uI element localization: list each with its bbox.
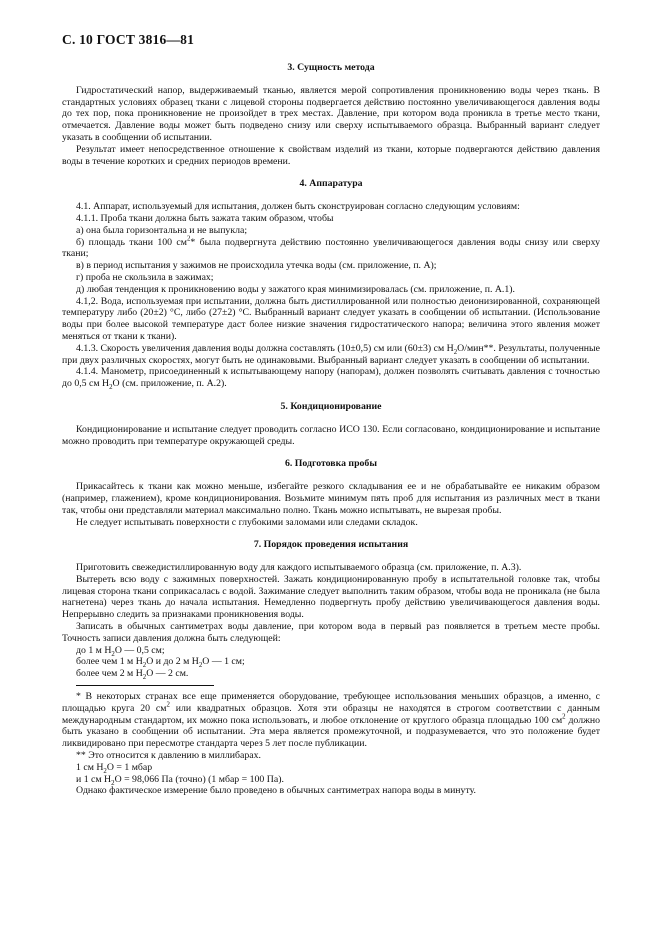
section-7 [62,539,600,680]
list-item: в) в период испытания у зажимов не происходила утечка воды (см. приложение, п. А); [76,260,437,272]
footnotes [62,691,600,797]
section-3 [62,62,600,167]
paragraph: Результат имеет непосредственное отношение к свойствам изделий из ткани, которые подвергаются действию давления воды в течение коротких и средних периодов времени. [62,143,600,167]
footnote [62,691,600,750]
text: * В некоторых странах все еще применяется оборудование, требующее использования меньших образцов, а именно, с площадью круга 20 см [62,691,600,714]
text: 4.1.3. Скорость увеличения давления воды должна составлять (10±0,5) см или (60±3) см Н [76,342,454,354]
superscript: 2 [562,713,566,721]
text: 4.1.4. Манометр, присоединенный к испытывающему напору (напорам), должен позволять считывать давления с точностью до 0,5 см Н [62,366,600,390]
text: О и до 2 м Н [146,656,199,668]
section-title: 4. Аппаратура [299,178,363,190]
list-item: а) она была горизонтальна и не выпукла; [76,224,248,236]
paragraph: Вытереть всю воду с зажимных поверхностей. Зажать кондиционированную пробу в испытательной головке так, чтобы лицевая сторона ткани соприкасалась с водой. Зажимание следует выполнить таким образом, чтобы вода не проникала (не была нагнетена) через ткань до начала испытания. Немедленно подвергнуть пробу действию увеличивающегося давления воды. Непрерывно следить за признаками проникновения воды. [62,573,600,621]
paragraph [62,343,600,367]
subscript: 2 [103,767,107,775]
footnote [62,774,600,786]
superscript: 2 [186,235,191,243]
footnote-divider [76,685,214,686]
page-header: С. 10 ГОСТ 3816—81 [62,32,195,47]
text: более чем 2 м Н [76,668,143,680]
footnote: Однако фактическое измерение было проведено в обычных сантиметрах напора воды в минуту. [76,785,476,797]
text: О = 1 мбар [106,761,153,773]
footnote [62,762,600,774]
subscript: 2 [111,779,115,787]
text: более чем 1 м Н [76,656,143,668]
list-item [62,668,600,680]
text: или квадратных образцов. Хотя эти образцы не находятся в строгом соответствии с данным международным стандартом, их можно пока использовать, и любое отклонение от круглого образца площадью 100 см [62,702,600,726]
text: О — 1 см; [202,656,245,668]
section-5 [62,401,600,447]
text: б) площадь ткани 100 см [76,236,187,248]
text: 1 см Н [76,761,104,773]
list-item [62,645,600,657]
section-title: 3. Сущность метода [287,62,375,73]
subscript: 2 [142,674,147,682]
paragraph: Записать в обычных сантиметрах воды давление, при котором вода в первый раз появляется в третьем месте пробы. Точность записи давления должна быть следующей: [62,621,600,644]
subscript: 2 [198,662,203,670]
list-item [62,237,600,261]
text: и 1 см Н [76,773,112,785]
text: была подвергнута действию постоянно увеличивающегося давления воды снизу или сверху ткани; [62,236,600,260]
paragraph: Гидростатический напор, выдерживаемый тканью, является мерой сопротивления проникновению воды через ткань. В стандартных условиях образец ткани с лицевой стороны подвергается действию постоянно увеличивающегося давления воды до тех пор, пока проникновение не произойдет в трех местах. Давление, при котором вода проникла в третье место ткани, отмечается. Давление воды может быть подведено снизу или сверху испытываемого образца. Выбранный вариант следует указать в сообщении об испытании. [62,84,600,143]
paragraph: Не следует испытывать поверхности с глубокими заломами или следами складок. [76,516,418,528]
paragraph: Прикасайтесь к ткани как можно меньше, избегайте резкого складывания ее и не обрабатывайте ее никаким образом (например, глажением), кроме кондиционирования. Возьмите минимум пять проб для испытания из различных мест в ткани так, чтобы они представляли материал максимально полно. Ткань можно испытывать, не вырезая пробы. [62,481,600,516]
subscript: 2 [453,348,458,356]
list-item: д) любая тенденция к проникновению воды у зажатого края минимизировалась (см. приложение, п. А.1). [76,283,515,295]
text: до 1 м Н [76,644,112,656]
subscript: 2 [111,650,115,658]
section-title: 6. Подготовка пробы [285,458,377,470]
text: О — 2 см. [146,668,189,680]
footnote-mark: * [190,236,196,248]
section-6 [62,458,600,528]
section-title: 7. Порядок проведения испытания [253,539,409,551]
text: О/мин**. Результаты, полученные при двух различных скоростях, могут быть не одинаковыми. Выбранный вариант следует указать в сообщении об испытании. [62,342,600,366]
text: О — 0,5 см; [114,644,165,656]
subscript: 2 [142,662,147,670]
text: должно быть указано в сообщении об испытании. Эта мера является промежуточной, и подразумевается, что это положение будет ликвидировано при пересмотре стандарта через 5 лет после публикации. [62,714,600,750]
paragraph: 4.1. Аппарат, используемый для испытания, должен быть сконструирован согласно следующим условиям: [76,201,520,213]
superscript: 2 [166,701,170,709]
text: О (см. приложение, п. А.2). [112,378,227,390]
section-title: 5. Кондиционирование [280,400,382,412]
footnote: ** Это относится к давлению в миллибарах. [76,750,261,762]
paragraph: Приготовить свежедистиллированную воду для каждого испытываемого образца (см. приложение, п. А.3). [76,562,522,574]
list-item: г) проба не скользила в зажимах; [76,271,214,283]
paragraph: Кондиционирование и испытание следует проводить согласно ИСО 130. Если согласовано, кондиционирование и испытание можно проводить при температуре окружающей среды. [62,423,600,447]
document-body [62,62,600,797]
section-4 [62,178,600,390]
paragraph: 4.1,2. Вода, используемая при испытании, должна быть дистиллированной или полностью деионизированной, сохраняющей температуру либо (20±2) °С, либо (27±2) °С. Выбранный вариант следует указать в сообщении об испытании. (Использование воды при более высокой температуре даст более низкие значения гидростатического напора; величина этого явления может меняться от ткани к ткани). [62,295,600,342]
paragraph: 4.1.1. Проба ткани должна быть зажата таким образом, чтобы [76,212,334,224]
list-item [62,656,600,668]
paragraph [62,366,600,390]
subscript: 2 [109,384,113,392]
text: О = 98,066 Па (точно) (1 мбар = 100 Па). [114,773,284,785]
